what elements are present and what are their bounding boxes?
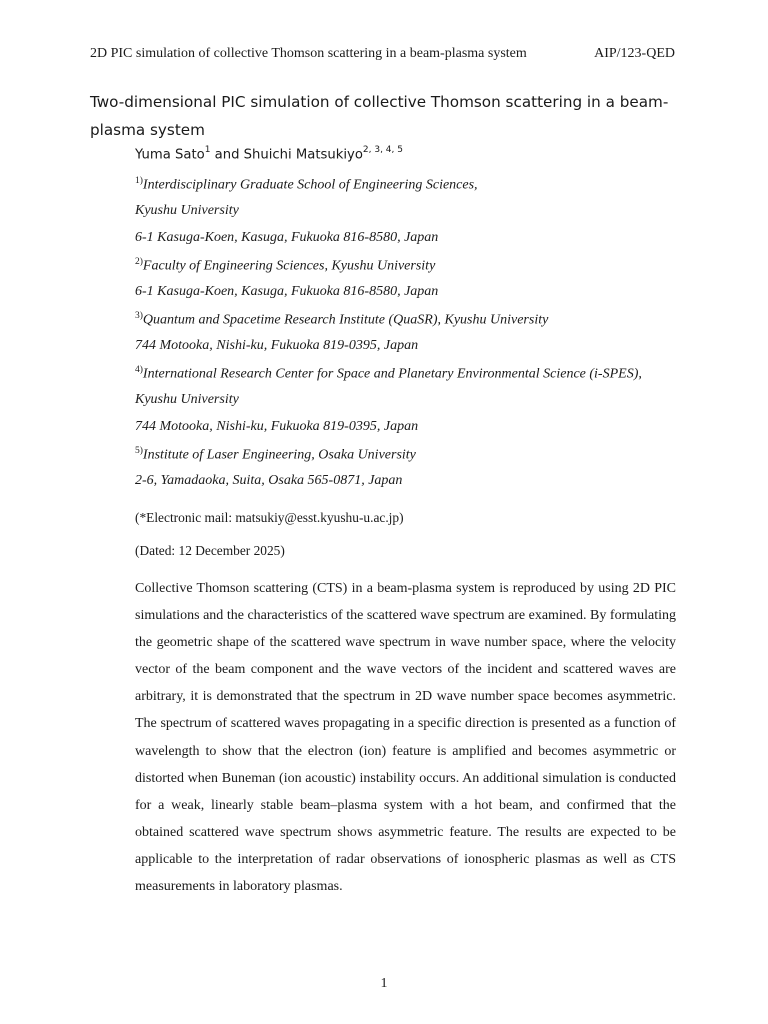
affiliation-2 bbox=[135, 257, 435, 275]
date-line: (Dated: 12 December 2025) bbox=[135, 543, 285, 558]
affiliation-line: 744 Motooka, Nishi-ku, Fukuoka 819-0395, Japan bbox=[135, 338, 419, 353]
abstract: Collective Thomson scattering (CTS) in a beam-plasma system is reproduced by using 2D PIC simulations and the characteristics of the scattered wave spectrum are examined. By formulating the geometric shape of the scattered wave spectrum in wave number space, where the velocity vector of the beam component and the wave vectors of the incident and scattered waves are arbitrary, it is demonstrated that the spectrum in 2D wave number space becomes asymmetric. The spectrum of scattered waves propagating in a specific direction is presented as a function of wavelength to show that the electron (ion) feature is amplified and becomes asymmetric or distorted when Buneman (ion acoustic) instability occurs. An additional simulation is conducted for a weak, linearly stable beam–plasma system with a hot beam, and confirmed that the obtained scattered wave spectrum shows asymmetric feature. The results are expected to be applicable to the interpretation of radar observations of ionospheric plasmas as well as CTS measurements in laboratory plasmas. bbox=[135, 581, 676, 895]
affiliation-mark: 1) bbox=[135, 176, 143, 186]
affiliation-mark: 2) bbox=[135, 257, 143, 267]
affiliation-line: Quantum and Spacetime Research Institute (QuaSR), Kyushu University bbox=[142, 312, 549, 328]
author-affiliation-mark: 1 bbox=[204, 145, 211, 155]
affiliation-line: International Research Center for Space and Planetary Environmental Science (i-SPES), bbox=[142, 366, 642, 382]
affiliation-mark: 3) bbox=[135, 311, 143, 321]
affiliation-1 bbox=[135, 176, 478, 194]
paper-title: Two-dimensional PIC simulation of collective Thomson scattering in a beam-plasma system bbox=[90, 93, 669, 139]
affiliation-line: 6-1 Kasuga-Koen, Kasuga, Fukuoka 816-8580, Japan bbox=[135, 230, 439, 245]
affiliation-line: Faculty of Engineering Sciences, Kyushu University bbox=[142, 258, 436, 274]
affiliation-4 bbox=[135, 365, 642, 383]
affiliation-line: 744 Motooka, Nishi-ku, Fukuoka 819-0395, Japan bbox=[135, 419, 419, 434]
author-list bbox=[135, 146, 403, 162]
affiliation-line: Kyushu University bbox=[135, 203, 239, 218]
affiliation-mark: 5) bbox=[135, 446, 143, 456]
author-connector: and bbox=[210, 147, 244, 163]
affiliation-5 bbox=[135, 446, 416, 464]
affiliation-mark: 4) bbox=[135, 365, 143, 375]
running-head-code: AIP/123-QED bbox=[594, 46, 675, 61]
affiliation-line: 2-6, Yamadaoka, Suita, Osaka 565-0871, Japan bbox=[135, 473, 403, 488]
contact-email: (*Electronic mail: matsukiy@esst.kyushu-u.ac.jp) bbox=[135, 510, 404, 525]
author-affiliation-mark: 2, 3, 4, 5 bbox=[362, 145, 403, 155]
author-name: Shuichi Matsukiyo bbox=[243, 147, 363, 163]
running-head: 2D PIC simulation of collective Thomson scattering in a beam-plasma system bbox=[90, 46, 527, 61]
affiliation-3 bbox=[135, 311, 548, 329]
affiliation-line: Institute of Laser Engineering, Osaka University bbox=[142, 447, 416, 463]
affiliation-line: 6-1 Kasuga-Koen, Kasuga, Fukuoka 816-8580, Japan bbox=[135, 284, 439, 299]
author-name: Yuma Sato bbox=[135, 147, 205, 163]
affiliation-line: Kyushu University bbox=[135, 392, 239, 407]
affiliation-line: Interdisciplinary Graduate School of Engineering Sciences, bbox=[142, 177, 478, 193]
page-number: 1 bbox=[380, 976, 388, 991]
